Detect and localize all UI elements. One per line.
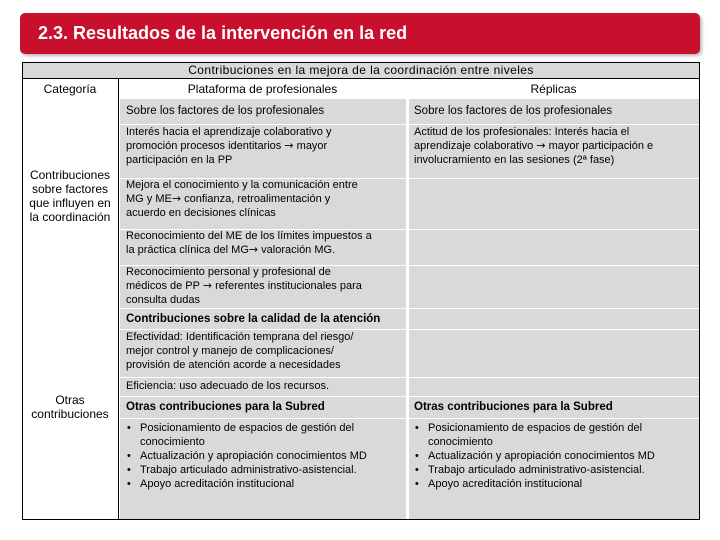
- text-line: conocimiento: [428, 436, 493, 448]
- row-knowledge: [120, 178, 699, 229]
- text-line: mejor control y manejo de complicaciones/: [126, 345, 334, 357]
- arrow-icon: →: [284, 139, 294, 152]
- table-title: Contribuciones en la mejora de la coordinación entre niveles: [23, 63, 699, 79]
- page-title: 2.3. Resultados de la intervención en la red: [38, 23, 408, 43]
- platform-recognition-text: [126, 229, 372, 257]
- text-line: médicos de PP: [126, 280, 200, 292]
- list-item: • Apoyo acreditación institucional: [124, 477, 404, 491]
- list-item: • Apoyo acreditación institucional: [412, 477, 696, 491]
- list-item: • Actualización y apropiación conocimientos MD: [412, 449, 696, 463]
- category-line: sobre factores: [31, 182, 109, 196]
- list-item: [124, 421, 404, 449]
- replicas-heading: Sobre los factores de los profesionales: [414, 105, 613, 117]
- text-line: mayor participación e: [545, 140, 654, 152]
- list-item: • Actualización y apropiación conocimientos MD: [124, 449, 404, 463]
- category-line: Contribuciones: [29, 168, 111, 182]
- text-line: Efectividad: Identificación temprana del riesgo/: [126, 331, 354, 343]
- text-line: Posicionamiento de espacios de gestión del: [140, 422, 355, 434]
- header-category: Categoría: [43, 82, 97, 96]
- platform-personal-recognition-text: [126, 265, 362, 307]
- arrow-icon: →: [248, 243, 259, 256]
- category-line: la coordinación: [29, 210, 111, 224]
- arrow-icon: →: [202, 279, 213, 292]
- text-line: Actitud de los profesionales: Interés hacia el: [414, 126, 630, 138]
- row-subred-list: [120, 418, 699, 519]
- column-divider: [406, 99, 409, 519]
- column-divider: [118, 79, 119, 519]
- row-recognition-personal: [120, 265, 699, 308]
- text-line: acuerdo en decisiones clínicas: [126, 207, 276, 219]
- replicas-attitude-text: [414, 125, 653, 167]
- category-coordination: [23, 168, 117, 224]
- platform-heading: Sobre los factores de los profesionales: [126, 105, 325, 117]
- row-recognition-me: [120, 229, 699, 265]
- effectiveness-text: [126, 330, 353, 372]
- efficiency-text: Eficiencia: uso adecuado de los recursos.: [126, 380, 330, 392]
- text-line: la práctica clínica del MG: [126, 244, 249, 256]
- text-line: Reconocimiento del ME de los límites impuestos a: [126, 230, 372, 242]
- arrow-icon: →: [536, 139, 546, 152]
- subred-heading-right: Otras contribuciones para la Subred: [414, 401, 613, 413]
- arrow-icon: →: [171, 192, 182, 205]
- text-line: Interés hacia el aprendizaje colaborativo y: [126, 126, 332, 138]
- text-line: provisión de atención acorde a necesidades: [126, 359, 341, 371]
- subred-list-left: [124, 421, 404, 491]
- text-line: aprendizaje colaborativo: [414, 140, 534, 152]
- platform-interest-text: [126, 125, 331, 167]
- text-line: MG y ME: [126, 193, 172, 205]
- platform-knowledge-text: [126, 178, 358, 220]
- category-line: contribuciones: [31, 407, 109, 421]
- text-line: involucramiento en las sesiones (2ª fase): [414, 154, 615, 166]
- row-professional-factors: [120, 99, 699, 124]
- text-line: confianza, retroalimentación y: [181, 193, 331, 205]
- text-line: valoración MG.: [258, 244, 336, 256]
- category-other: [23, 393, 117, 421]
- category-line: Otras: [55, 393, 85, 407]
- row-effectiveness: [120, 329, 699, 377]
- list-item: • Trabajo articulado administrativo-asistencial.: [124, 463, 404, 477]
- text-line: Reconocimiento personal y profesional de: [126, 266, 331, 278]
- category-line: que influyen en: [29, 196, 111, 210]
- row-efficiency: [120, 377, 699, 396]
- title-bar: [20, 13, 700, 54]
- text-line: conocimiento: [140, 436, 205, 448]
- text-line: Mejora el conocimiento y la comunicación entre: [126, 179, 358, 191]
- category-column: [23, 99, 117, 519]
- text-line: referentes institucionales para: [212, 280, 362, 292]
- text-line: mayor: [293, 140, 328, 152]
- text-line: Posicionamiento de espacios de gestión del: [428, 422, 643, 434]
- header-replicas: Réplicas: [530, 82, 577, 96]
- text-line: consulta dudas: [126, 294, 200, 306]
- text-line: promoción procesos identitarios: [126, 140, 282, 152]
- row-subred-heading: [120, 396, 699, 418]
- table-frame: [22, 62, 700, 520]
- list-item: [412, 421, 696, 449]
- subred-list-right: [412, 421, 696, 491]
- header-platform: Plataforma de profesionales: [187, 82, 338, 96]
- quality-heading: Contribuciones sobre la calidad de la atención: [126, 313, 381, 325]
- list-item: • Trabajo articulado administrativo-asistencial.: [412, 463, 696, 477]
- text-line: participación en la PP: [126, 154, 233, 166]
- row-interest: [120, 124, 699, 178]
- subred-heading-left: Otras contribuciones para la Subred: [126, 401, 325, 413]
- row-quality-heading: [120, 308, 699, 329]
